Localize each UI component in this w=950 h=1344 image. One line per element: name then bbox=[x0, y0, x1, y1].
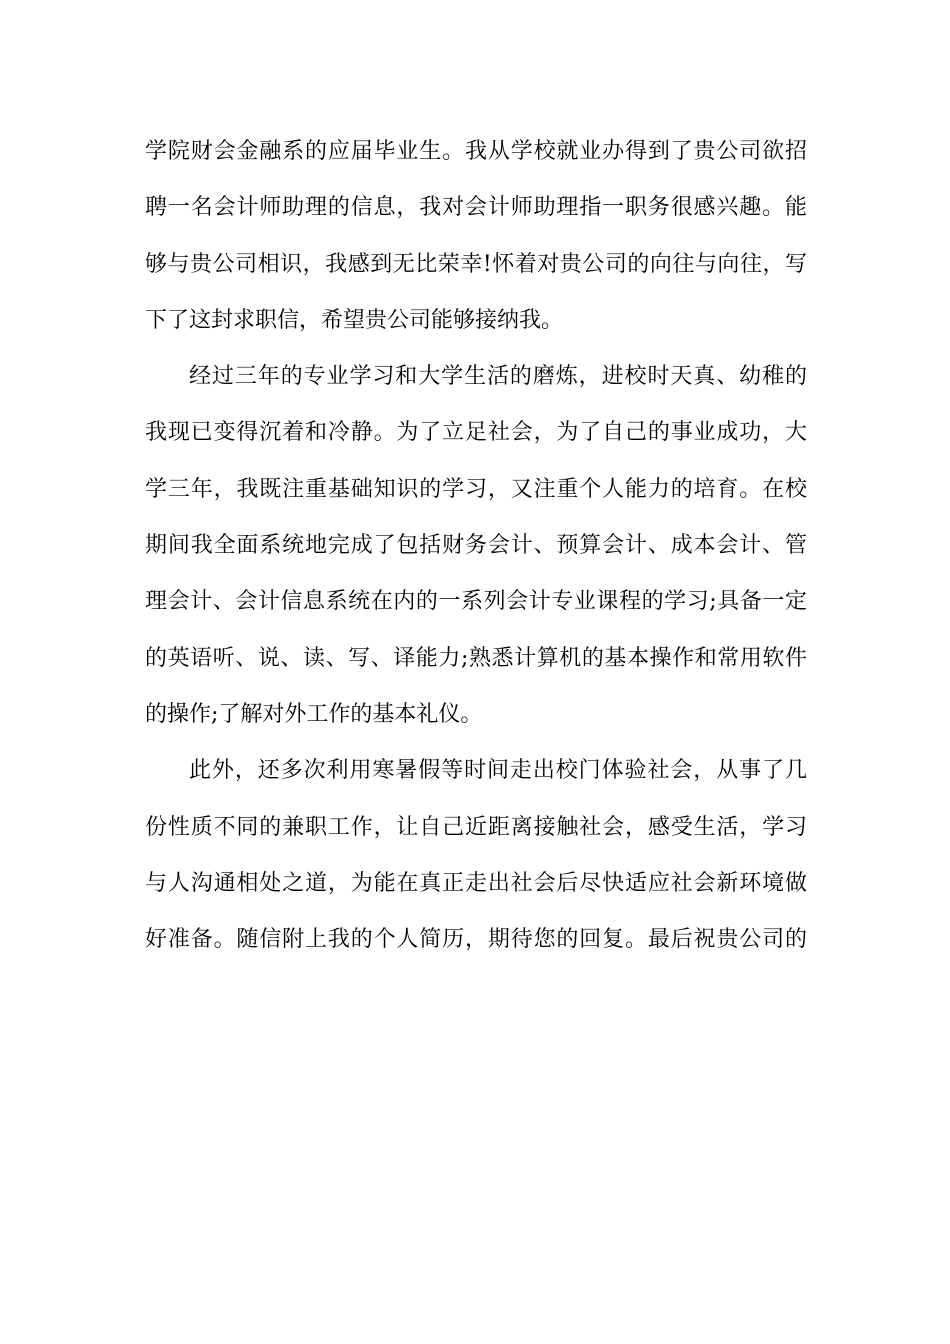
body-text bbox=[145, 130, 807, 974]
text-line: 的英语听、说、读、写、译能力;熟悉计算机的基本操作和常用软件 bbox=[145, 645, 807, 671]
text-line: 好准备。随信附上我的个人简历，期待您的回复。最后祝贵公司的 bbox=[145, 927, 807, 953]
text-line: 与人沟通相处之道，为能在真正走出社会后尽快适应社会新环境做 bbox=[145, 870, 807, 896]
paragraph-start-line: 经过三年的专业学习和大学生活的磨炼，进校时天真、幼稚的 bbox=[189, 364, 807, 390]
text-line: 理会计、会计信息系统在内的一系列会计专业课程的学习;具备一定 bbox=[145, 589, 807, 615]
text-line: 下了这封求职信，希望贵公司能够接纳我。 bbox=[145, 307, 564, 333]
text-line: 学三年，我既注重基础知识的学习，又注重个人能力的培育。在校 bbox=[145, 476, 807, 502]
text-line: 期间我全面系统地完成了包括财务会计、预算会计、成本会计、管 bbox=[145, 533, 807, 559]
text-line: 我现已变得沉着和冷静。为了立足社会，为了自己的事业成功，大 bbox=[145, 420, 807, 446]
text-line: 份性质不同的兼职工作，让自己近距离接触社会，感受生活，学习 bbox=[145, 814, 807, 840]
text-line: 的操作;了解对外工作的基本礼仪。 bbox=[145, 701, 483, 727]
text-line: 学院财会金融系的应届毕业生。我从学校就业办得到了贵公司欲招 bbox=[145, 139, 807, 164]
text-line: 聘一名会计师助理的信息，我对会计师助理指一职务很感兴趣。能 bbox=[145, 195, 807, 221]
paragraph-start-line: 此外，还多次利用寒暑假等时间走出校门体验社会，从事了几 bbox=[189, 758, 807, 784]
text-line: 够与贵公司相识，我感到无比荣幸!怀着对贵公司的向往与向往，写 bbox=[145, 251, 807, 277]
